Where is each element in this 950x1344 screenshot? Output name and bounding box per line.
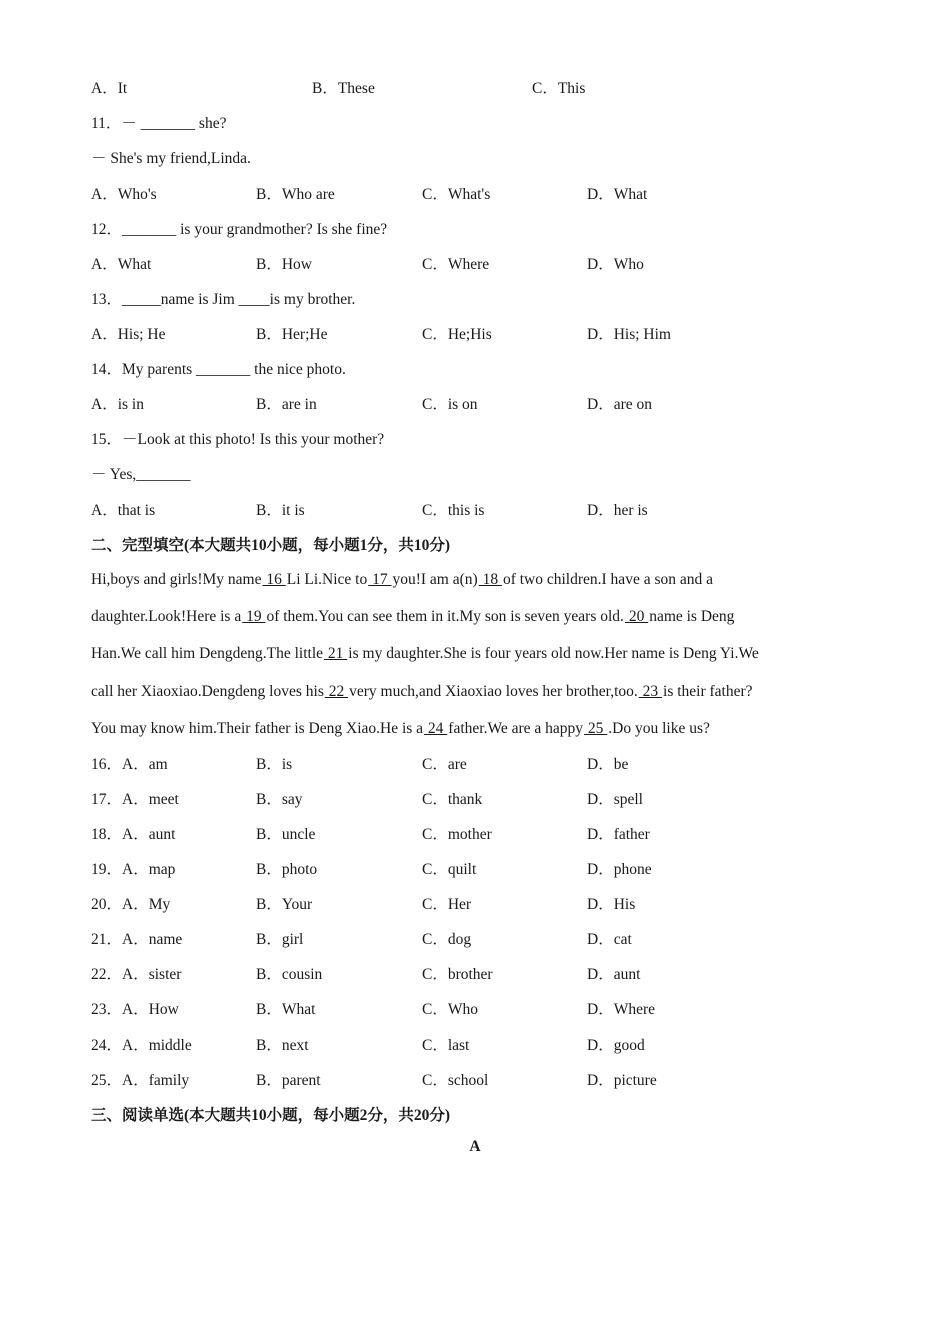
q24-option-b: B．next	[256, 1037, 309, 1054]
q16-option-d: D．be	[587, 756, 629, 773]
blank-19: 19	[242, 608, 266, 626]
q17-option-d: D．spell	[587, 791, 643, 808]
q12-option-d: D．Who	[587, 256, 644, 273]
passage-line: daughter.Look!Here is a 19 of them.You can see them in it.My son is seven years old. 20 name is Deng	[91, 608, 735, 626]
q11-stem: 11．－ _______ she?	[91, 115, 227, 132]
q19-option-c: C．quilt	[422, 861, 477, 878]
q20-option-d: D．His	[587, 896, 636, 913]
q25-option-b: B．parent	[256, 1072, 321, 1089]
q14-option-c: C．is on	[422, 396, 478, 413]
q24-option-d: D．good	[587, 1037, 645, 1054]
blank-22: 22	[324, 682, 349, 700]
blank-25: 25	[584, 719, 608, 737]
blank-18: 18	[478, 571, 502, 588]
q15-option-a: A．that is	[91, 502, 156, 519]
passage-line: Han.We call him Dengdeng.The little 21 is my daughter.She is four years old now.Her name is Deng Yi.We	[91, 645, 759, 663]
section2-heading: 二、完型填空(本大题共10小题，每小题1分，共10分)	[91, 537, 451, 554]
q11-option-a: A．Who's	[91, 186, 157, 203]
q18-option-a: 18．A．aunt	[91, 826, 176, 843]
q20-option-b: B．Your	[256, 896, 313, 913]
q12-option-c: C．Where	[422, 256, 490, 273]
passage-a-label: A	[469, 1138, 481, 1155]
q23-option-b: B．What	[256, 1001, 316, 1018]
q25-option-d: D．picture	[587, 1072, 657, 1089]
q18-option-d: D．father	[587, 826, 650, 843]
q24-option-c: C．last	[422, 1037, 470, 1054]
q19-option-a: 19．A．map	[91, 861, 176, 878]
q18-option-c: C．mother	[422, 826, 492, 843]
q22-option-a: 22．A．sister	[91, 966, 182, 983]
q12-option-a: A．What	[91, 256, 152, 273]
q11-option-b: B．Who are	[256, 186, 335, 203]
q13-option-d: D．His; Him	[587, 326, 671, 343]
blank-17: 17	[368, 571, 392, 588]
q22-option-b: B．cousin	[256, 966, 323, 983]
q21-option-b: B．girl	[256, 931, 304, 948]
q18-option-b: B．uncle	[256, 826, 316, 843]
q13-option-a: A．His; He	[91, 326, 166, 343]
q20-option-a: 20．A．My	[91, 896, 171, 913]
q11-option-c: C．What's	[422, 186, 491, 203]
section3-heading: 三、阅读单选(本大题共10小题，每小题2分，共20分)	[91, 1107, 451, 1124]
q16-option-b: B．is	[256, 756, 293, 773]
q10-option-c: C．This	[532, 80, 586, 97]
cloze-passage	[91, 561, 866, 747]
q23-option-d: D．Where	[587, 1001, 655, 1018]
q16-option-c: C．are	[422, 756, 467, 773]
q25-option-a: 25．A．family	[91, 1072, 190, 1089]
q17-option-b: B．say	[256, 791, 303, 808]
blank-20: 20	[624, 608, 649, 626]
q11-reply: － She's my friend,Linda.	[91, 150, 251, 167]
q15-option-c: C．this is	[422, 502, 485, 519]
blank-16: 16	[262, 571, 286, 588]
q25-option-c: C．school	[422, 1072, 489, 1089]
q13-option-b: B．Her;He	[256, 326, 328, 343]
q13-option-c: C．He;His	[422, 326, 492, 343]
passage-line: You may know him.Their father is Deng Xiao.He is a 24 father.We are a happy 25 .Do you like us?	[91, 719, 710, 737]
blank-24: 24	[424, 719, 448, 737]
q12-stem: 12．_______ is your grandmother? Is she fine?	[91, 221, 388, 238]
q11-option-d: D．What	[587, 186, 648, 203]
q22-option-d: D．aunt	[587, 966, 641, 983]
q16-option-a: 16．A．am	[91, 756, 168, 773]
q15-stem: 15．－Look at this photo! Is this your mother?	[91, 431, 385, 448]
q14-option-d: D．are on	[587, 396, 652, 413]
q14-stem: 14．My parents _______ the nice photo.	[91, 361, 346, 378]
q21-option-d: D．cat	[587, 931, 632, 948]
q17-option-a: 17．A．meet	[91, 791, 179, 808]
q14-option-b: B．are in	[256, 396, 317, 413]
q19-option-b: B．photo	[256, 861, 318, 878]
q19-option-d: D．phone	[587, 861, 652, 878]
q21-option-a: 21．A．name	[91, 931, 183, 948]
q10-option-b: B．These	[312, 80, 375, 97]
blank-23: 23	[638, 682, 663, 700]
blank-21: 21	[324, 645, 348, 663]
q15-option-d: D．her is	[587, 502, 648, 519]
q15-reply: － Yes,_______	[91, 466, 191, 483]
q12-option-b: B．How	[256, 256, 312, 273]
q10-option-a: A．It	[91, 80, 128, 97]
q14-option-a: A．is in	[91, 396, 144, 413]
q23-option-c: C．Who	[422, 1001, 478, 1018]
q17-option-c: C．thank	[422, 791, 483, 808]
q21-option-c: C．dog	[422, 931, 472, 948]
q23-option-a: 23．A．How	[91, 1001, 179, 1018]
q20-option-c: C．Her	[422, 896, 472, 913]
passage-line: Hi,boys and girls!My name 16 Li Li.Nice to 17 you!I am a(n) 18 of two children.I have a son and a	[91, 571, 713, 588]
q24-option-a: 24．A．middle	[91, 1037, 192, 1054]
q15-option-b: B．it is	[256, 502, 305, 519]
q13-stem: 13．_____name is Jim ____is my brother.	[91, 291, 356, 308]
q22-option-c: C．brother	[422, 966, 493, 983]
passage-line: call her Xiaoxiao.Dengdeng loves his 22 very much,and Xiaoxiao loves her brother,too. 23 is their father?	[91, 682, 753, 700]
